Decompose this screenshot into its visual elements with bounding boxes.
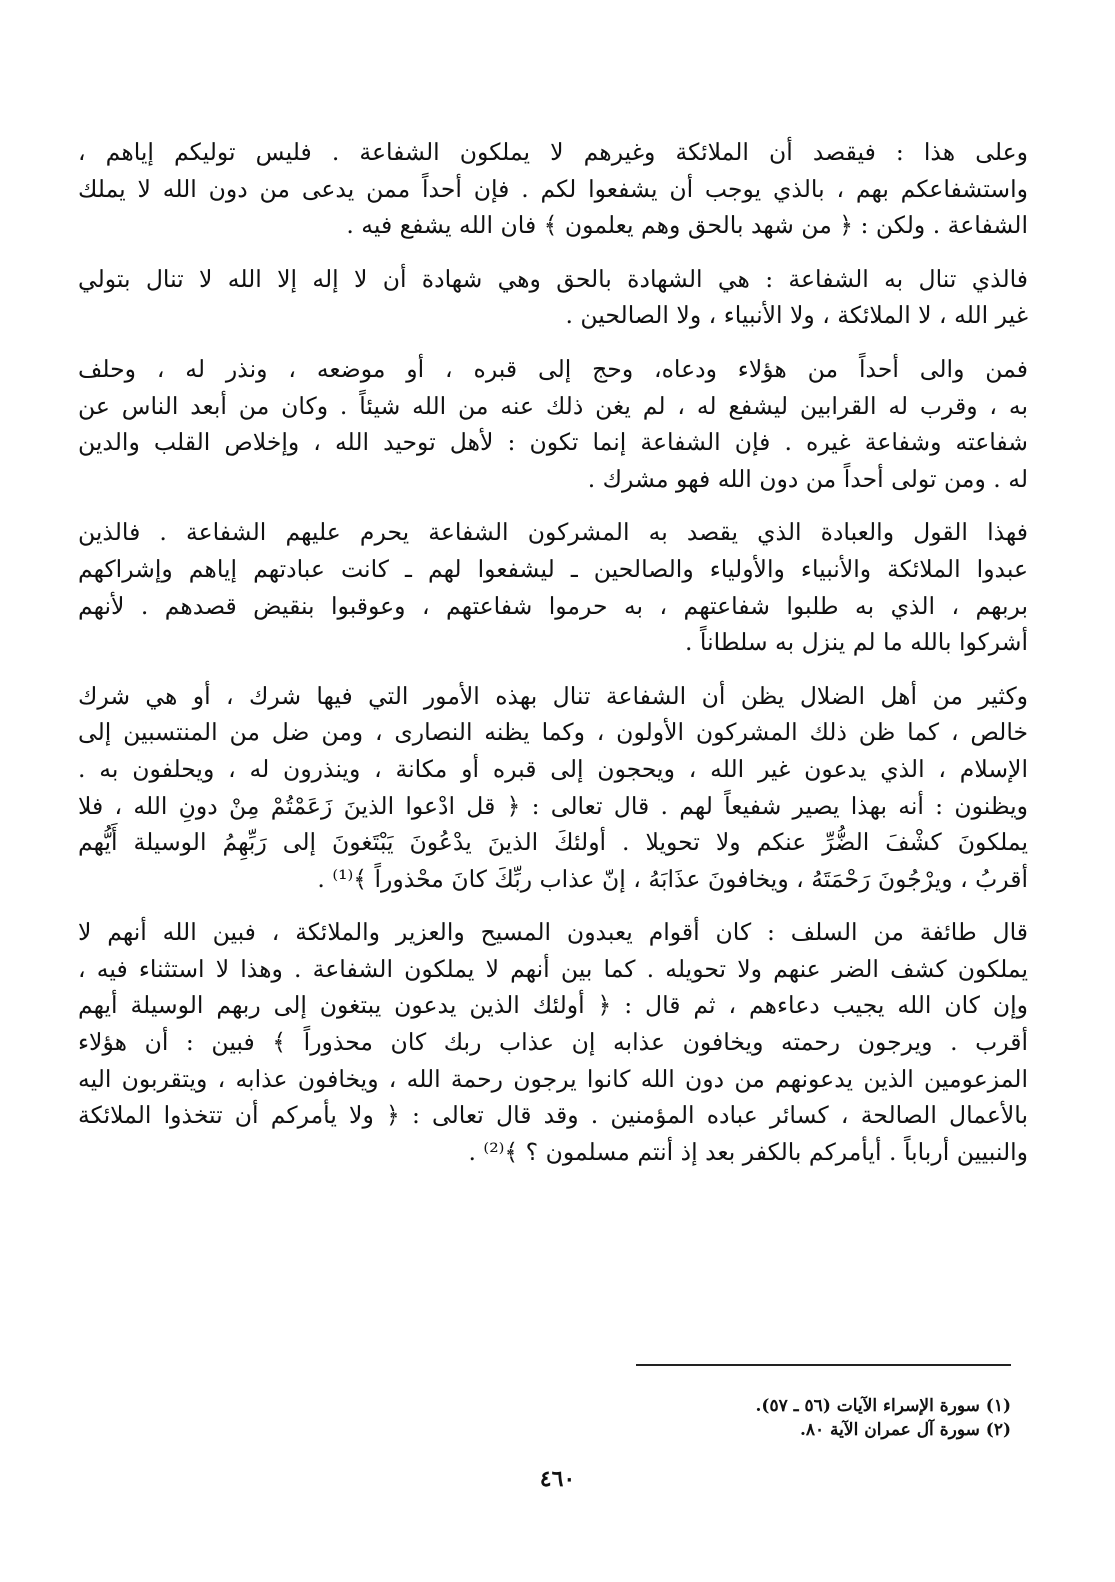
text-line: شفاعته وشفاعة غيره . فإن الشفاعة إنما تكون : لأهل توحيد الله ، وإخلاص القلب والدين [78, 428, 1028, 457]
text-line: وعلى هذا : فيقصد أن الملائكة وغيرهم لا يملكون الشفاعة . فليس توليكم إياهم ، [78, 138, 1028, 166]
text-line: فالذي تنال به الشفاعة : هي الشهادة بالحق وهي شهادة أن لا إله إلا الله لا تنال بتولي [78, 264, 1028, 293]
text-line: أشركوا بالله ما لم ينزل به سلطاناً . [684, 628, 1028, 657]
text-line: بالأعمال الصالحة ، كسائر عباده المؤمنين . وقد قال تعالى : ﴿ ولا يأمركم أن تتخذوا الملائكة [78, 1101, 1028, 1130]
text-line: الإسلام ، الذي يدعون غير الله ، ويحجون إلى قبره أو مكانة ، وينذرون له ، ويحلفون به . [78, 754, 1028, 783]
text-line: واستشفاعكم بهم ، بالذي يوجب أن يشفعوا لكم . فإن أحداً ممن يدعى من دون الله لا يملك [78, 174, 1028, 203]
paragraph-6 [78, 914, 1028, 1170]
text-line: به ، وقرب له القرابين ليشفع له ، لم يغن ذلك عنه من الله شيئاً . وكان من أبعد الناس عن [78, 391, 1028, 420]
text-line: المزعومين الذين يدعونهم من دون الله كانوا يرجون رحمة الله ، ويخافون عذابه ، ويتقربون اليه [78, 1064, 1028, 1093]
text-line: ويظنون : أنه بهذا يصير شفيعاً لهم . قال تعالى : ﴿ قل ادْعوا الذينَ زَعَمْتُمْ مِنْ دونِ الله ، فلا [78, 791, 1028, 820]
text-line: وإن كان الله يجيب دعاءهم ، ثم قال : ﴿ أولئك الذين يدعون يبتغون إلى ربهم الوسيلة أيهم [78, 991, 1028, 1020]
text-line: بربهم ، الذي به طلبوا شفاعتهم ، به حرموا شفاعتهم ، وعوقبوا بنقيض قصدهم . لأنهم [78, 591, 1028, 620]
paragraph-3 [78, 351, 1028, 497]
text-line: والنبيين أرباباً . أيأمركم بالكفر بعد إذ أنتم مسلمون ؟ ﴾⁽²⁾ . [468, 1137, 1028, 1166]
text-line: أقربُ ، ويرْجُونَ رَحْمَتَهُ ، ويخافونَ عذَابَهُ ، إنّ عذاب ربِّكَ كانَ محْذوراً ﴾⁽¹⁾ . [317, 864, 1028, 893]
text-line: عبدوا الملائكة والأنبياء والأولياء والصالحين ـ ليشفعوا لهم ـ كانت عبادتهم إياهم وإشراكهم [78, 554, 1028, 583]
text-line: يملكونَ كشْفَ الضُّرِّ عنكم ولا تحويلا . أولئكَ الذينَ يدْعُونَ يَبْتَغونَ إلى رَبِّهِمُ الوسيلة أَيُّهم [78, 828, 1028, 857]
text-line: له . ومن تولى أحداً من دون الله فهو مشرك . [587, 464, 1028, 493]
footnotes [755, 1394, 1011, 1442]
text-line: فهذا القول والعبادة الذي يقصد به المشركون الشفاعة يحرم عليهم الشفاعة . فالذين [78, 518, 1028, 547]
text-line: غير الله ، لا الملائكة ، ولا الأنبياء ، ولا الصالحين . [565, 301, 1028, 330]
page-body [78, 134, 1028, 1187]
text-line: أقرب . ويرجون رحمته ويخافون عذابه إن عذاب ربك كان محذوراً ﴾ فبين : أن هؤلاء [78, 1028, 1028, 1057]
footnote-divider [636, 1364, 1011, 1366]
footnote-1: (١) سورة الإسراء الآيات (٥٦ ـ ٥٧). [755, 1396, 1011, 1416]
text-line: وكثير من أهل الضلال يظن أن الشفاعة تنال بهذه الأمور التي فيها شرك ، أو هي شرك [78, 681, 1028, 710]
text-line: قال طائفة من السلف : كان أقوام يعبدون المسيح والعزير والملائكة ، فبين الله أنهم لا [78, 918, 1028, 947]
paragraph-5 [78, 678, 1028, 898]
footnote-2: (٢) سورة آل عمران الآية ٨٠. [799, 1420, 1011, 1440]
paragraph-4 [78, 514, 1028, 660]
page-number: ٤٦٠ [539, 1466, 576, 1492]
paragraph-2 [78, 261, 1028, 334]
text-line: خالص ، كما ظن ذلك المشركون الأولون ، وكما يظنه النصارى ، ومن ضل من المنتسبين إلى [78, 718, 1028, 747]
paragraph-1 [78, 134, 1028, 244]
text-line: فمن والى أحداً من هؤلاء ودعاه، وحج إلى قبره ، أو موضعه ، ونذر له ، وحلف [78, 354, 1028, 383]
text-line: الشفاعة . ولكن : ﴿ من شهد بالحق وهم يعلمون ﴾ فان الله يشفع فيه . [346, 211, 1028, 240]
text-line: يملكون كشف الضر عنهم ولا تحويله . كما بين أنهم لا يملكون الشفاعة . وهذا لا استثناء فيه ، [78, 954, 1028, 983]
